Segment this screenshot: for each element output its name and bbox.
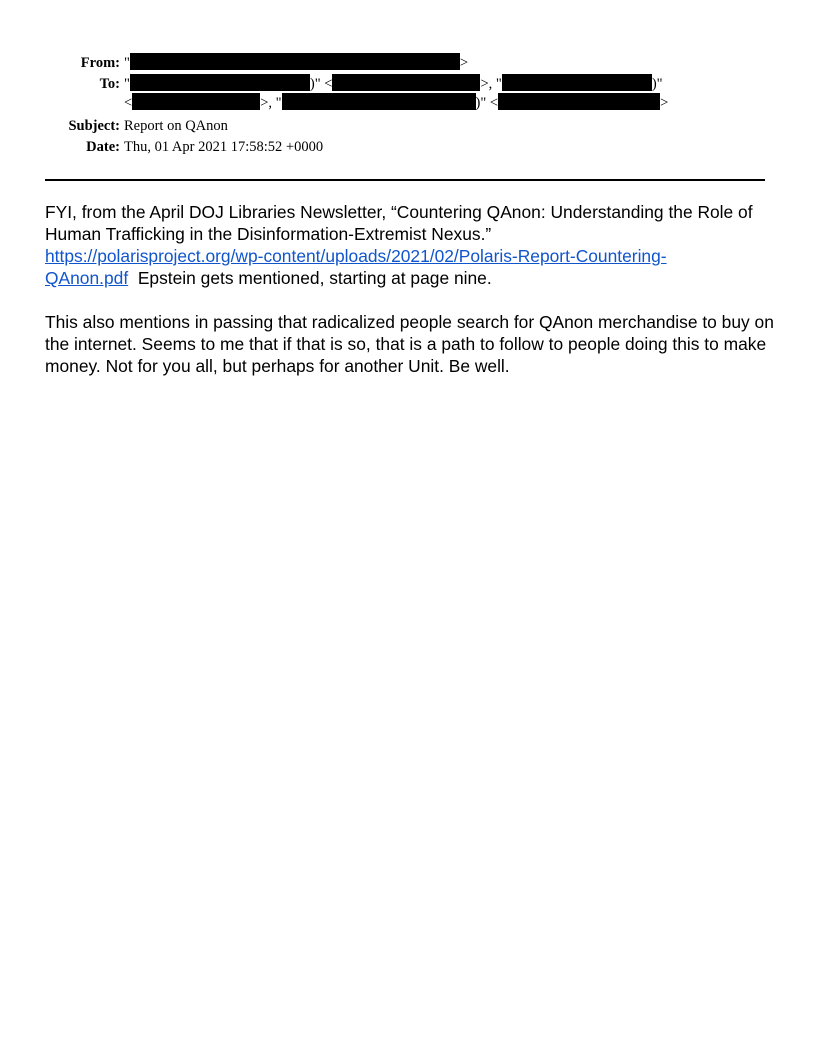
header-divider xyxy=(45,179,765,181)
report-link-part1: https://polarisproject.org/wp-content/uploads/2021/02/Polaris-Report-Countering- xyxy=(45,246,667,266)
redaction-block xyxy=(282,93,476,110)
report-link-part2: QAnon.pdf xyxy=(45,268,129,288)
to-value-line2: < >, " )" < > xyxy=(124,95,669,111)
subject-value: Report on QAnon xyxy=(124,118,228,134)
redaction-block xyxy=(502,74,652,91)
body-paragraph-1-after-link: Epstein gets mentioned, starting at page nine. xyxy=(128,268,492,288)
redaction-block xyxy=(132,93,260,110)
date-value: Thu, 01 Apr 2021 17:58:52 +0000 xyxy=(124,139,324,155)
redaction-block xyxy=(130,74,310,91)
body-paragraph-2: This also mentions in passing that radicalized people search for QAnon merchandise to buy on the internet. Seems to me that if that is so, that is a path to follow to people doing this to make money. Not for you all, but perhaps for another Unit. Be well. xyxy=(45,312,774,376)
date-label: Date: xyxy=(86,139,120,155)
from-label: From: xyxy=(80,55,120,71)
body-paragraph-1-text: FYI, from the April DOJ Libraries Newsletter, “Countering QAnon: Understanding the Role of Human Trafficking in the Disinformation-Extremist Nexus.” xyxy=(45,202,753,244)
to-value-line1: " )" < >, " )" xyxy=(124,76,663,92)
redaction-block xyxy=(498,93,660,110)
subject-label: Subject: xyxy=(68,118,120,134)
email-body xyxy=(45,201,775,399)
redaction-block xyxy=(130,53,460,70)
body-paragraph-1 xyxy=(45,201,775,289)
redaction-block xyxy=(332,74,480,91)
from-value: " > xyxy=(124,55,469,71)
to-label: To: xyxy=(99,76,120,92)
